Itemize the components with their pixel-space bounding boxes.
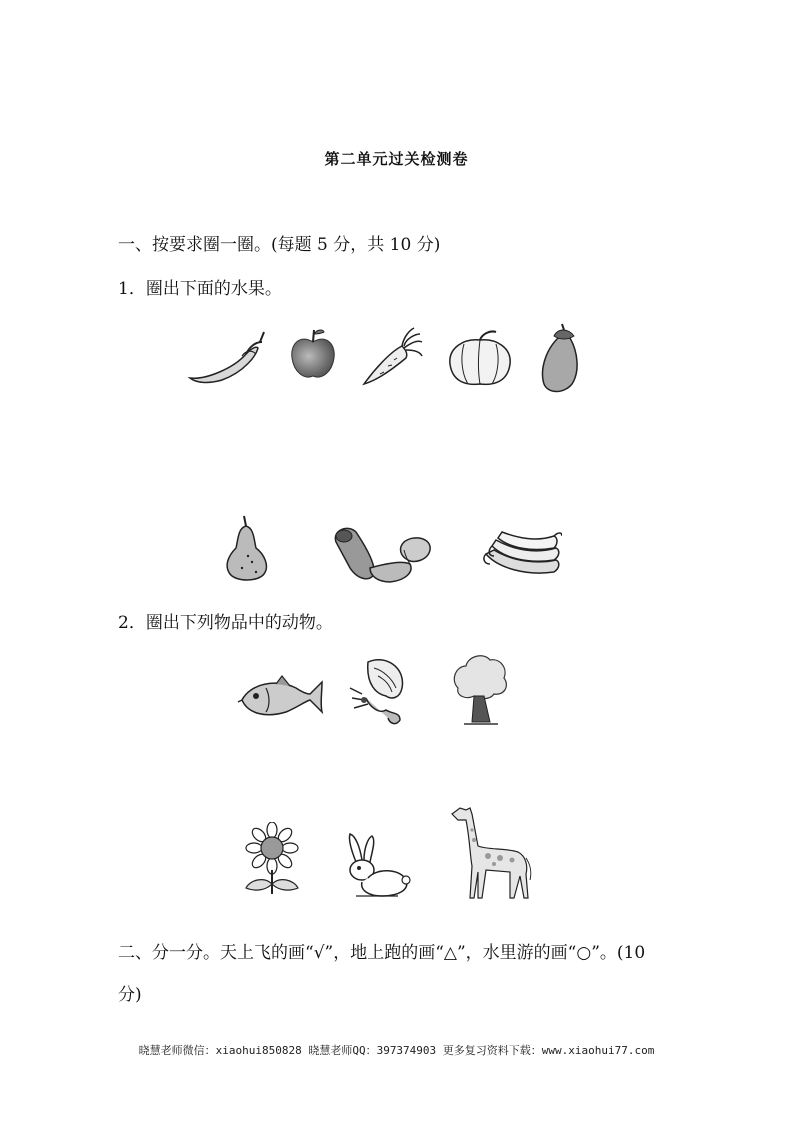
carrot-image [360,326,424,388]
sunflower-image [240,822,304,898]
fish-image [236,670,328,722]
question-2: 2．圈出下列物品中的动物。 [118,613,333,633]
section1-heading: 一、按要求圈一圈。(每题 5 分，共 10 分) [118,235,441,255]
question-1: 1．圈出下面的水果。 [118,279,282,299]
section2-heading: 二、分一分。天上飞的画“√”，地上跑的画“△”，水里游的画“○”。(10 [118,943,646,963]
pear-image [222,512,272,582]
giraffe-image [448,800,534,902]
tree-image [450,652,510,728]
rabbit-image [342,832,412,898]
chili-pepper-image [186,328,268,386]
lotus-root-image [330,524,436,584]
page-title: 第二单元过关检测卷 [324,150,469,168]
footer: 晓慧老师微信：xiaohui850828 晓慧老师QQ：397374903 更多复习资料下载：www.xiaohui77.com [138,1044,655,1057]
eggplant-image [538,322,588,396]
bell-pepper-image [444,328,516,390]
bananas-image [478,528,562,584]
apple-image [288,326,338,382]
shrimp-image [346,654,410,728]
section2-heading-continued: 分) [118,985,142,1005]
